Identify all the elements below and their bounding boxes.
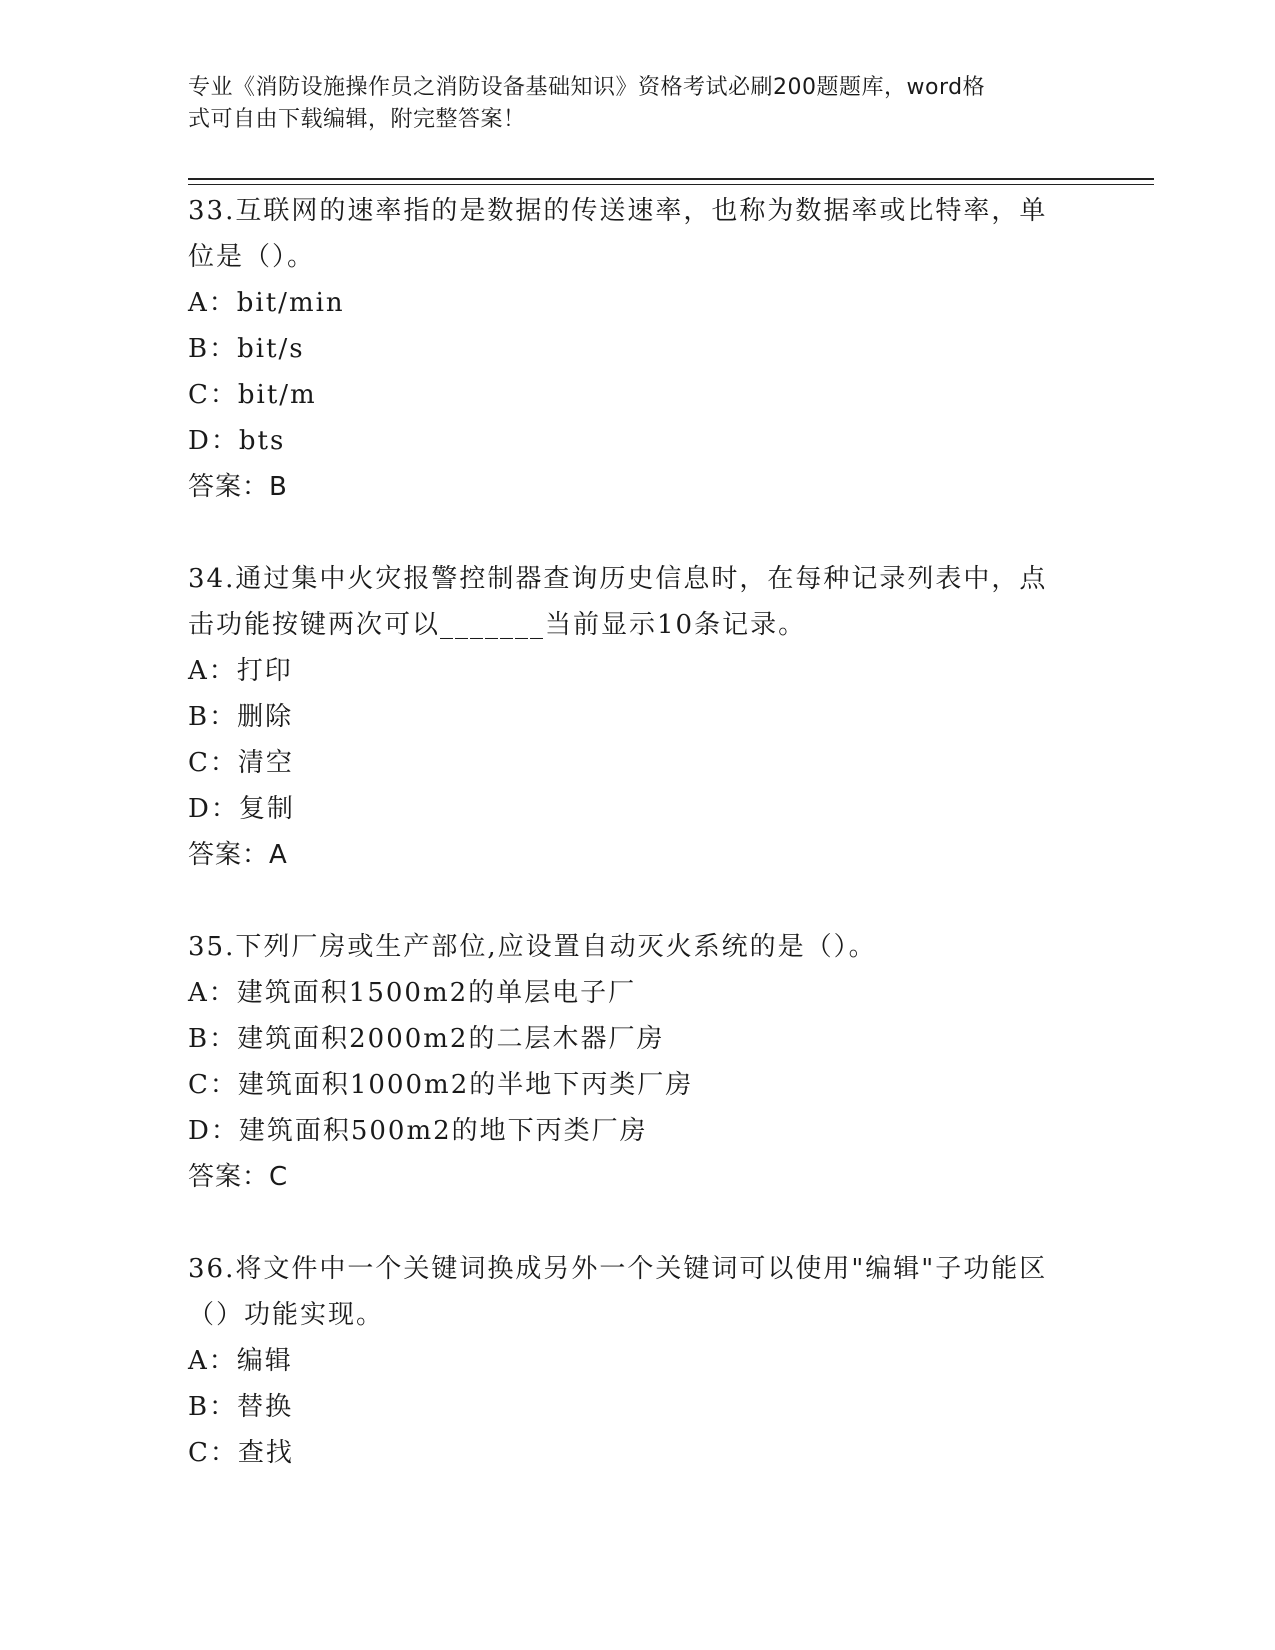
- question-33: [188, 188, 1088, 510]
- option-a: A：编辑: [188, 1346, 293, 1376]
- option-d: D：建筑面积500m2的地下丙类厂房: [188, 1116, 648, 1146]
- option-a: A：打印: [188, 656, 293, 686]
- question-35: [188, 924, 1088, 1200]
- option-d: D：复制: [188, 794, 295, 824]
- option-c: C：查找: [188, 1438, 294, 1468]
- spacer: [188, 878, 1088, 924]
- option-c: C：bit/m: [188, 380, 317, 410]
- document-header: [188, 72, 1068, 136]
- answer: 答案：A: [188, 840, 288, 870]
- question-34: [188, 556, 1088, 878]
- spacer: [188, 510, 1088, 556]
- question-stem: 36.将文件中一个关键词换成另外一个关键词可以使用"编辑"子功能区: [188, 1254, 1048, 1284]
- option-b: B：删除: [188, 702, 294, 732]
- question-stem: 34.通过集中火灾报警控制器查询历史信息时，在每种记录列表中，点: [188, 564, 1048, 594]
- header-divider-thick: [188, 178, 1154, 180]
- question-stem-continued: （）功能实现。: [188, 1300, 385, 1330]
- question-stem-continued: 位是（）。: [188, 242, 316, 272]
- answer: 答案：B: [188, 472, 288, 502]
- answer: 答案：C: [188, 1162, 289, 1192]
- option-b: B：建筑面积2000m2的二层木器厂房: [188, 1024, 665, 1054]
- option-b: B：bit/s: [188, 334, 305, 364]
- spacer: [188, 1200, 1088, 1246]
- question-stem: 33.互联网的速率指的是数据的传送速率，也称为数据率或比特率，单: [188, 196, 1048, 226]
- option-c: C：建筑面积1000m2的半地下丙类厂房: [188, 1070, 694, 1100]
- question-list: [188, 188, 1088, 1476]
- header-line-2: 式可自由下载编辑，附完整答案！: [188, 107, 526, 132]
- option-a: A：建筑面积1500m2的单层电子厂: [188, 978, 637, 1008]
- question-36: [188, 1246, 1088, 1476]
- header-divider-thin: [188, 184, 1154, 185]
- option-a: A：bit/min: [188, 288, 345, 318]
- question-stem-continued: 击功能按键两次可以_______当前显示10条记录。: [188, 610, 807, 640]
- header-line-1: 专业《消防设施操作员之消防设备基础知识》资格考试必刷200题题库，word格: [188, 75, 986, 100]
- option-b: B：替换: [188, 1392, 294, 1422]
- option-c: C：清空: [188, 748, 294, 778]
- option-d: D：bts: [188, 426, 286, 456]
- question-stem: 35.下列厂房或生产部位,应设置自动灭火系统的是（）。: [188, 932, 877, 962]
